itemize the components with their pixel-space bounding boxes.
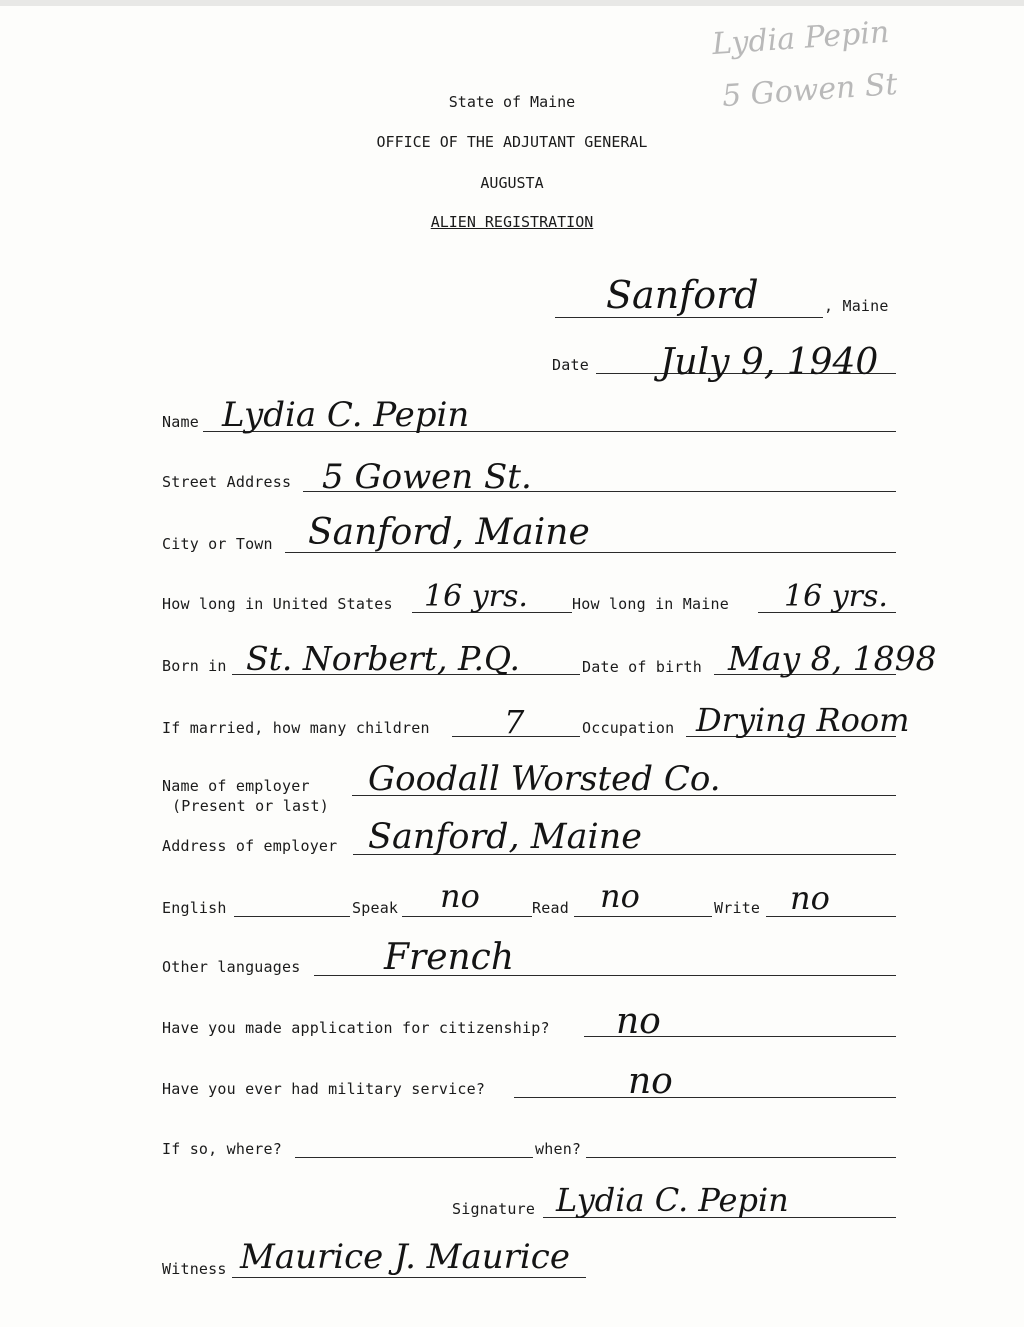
write-line xyxy=(766,916,896,917)
citizenship-value: no xyxy=(616,1001,661,1042)
header-state: State of Maine xyxy=(448,93,576,111)
place-value: Sanford xyxy=(606,273,759,317)
maine-years-value: 16 yrs. xyxy=(784,579,888,614)
birth-date-label: Date of birth xyxy=(582,658,702,676)
employer-address-value: Sanford, Maine xyxy=(368,817,642,857)
corner-pencil-note-name: Lydia Pepin xyxy=(710,14,891,63)
us-years-label: How long in United States xyxy=(162,595,393,613)
form-title: ALIEN REGISTRATION xyxy=(430,213,594,231)
date-label: Date xyxy=(552,356,589,374)
born-in-value: St. Norbert, P.Q. xyxy=(246,639,520,678)
name-value: Lydia C. Pepin xyxy=(222,395,470,435)
speak-label: Speak xyxy=(352,899,399,917)
maine-years-label: How long in Maine xyxy=(572,595,729,613)
military-value: no xyxy=(628,1061,673,1102)
read-label: Read xyxy=(532,899,569,917)
witness-label: Witness xyxy=(162,1260,227,1278)
birth-date-value: May 8, 1898 xyxy=(728,639,937,678)
english-line xyxy=(234,916,350,917)
write-value: no xyxy=(790,879,830,917)
when-label: when? xyxy=(535,1140,582,1158)
signature-label: Signature xyxy=(452,1200,536,1218)
place-line xyxy=(555,317,823,318)
read-value: no xyxy=(600,877,640,915)
if-so-where-label: If so, where? xyxy=(162,1140,282,1158)
employer-label: Name of employer xyxy=(162,777,310,795)
employer-sublabel: (Present or last) xyxy=(172,797,329,815)
name-label: Name xyxy=(162,413,199,431)
scan-edge xyxy=(0,0,1024,6)
military-label: Have you ever had military service? xyxy=(162,1080,486,1098)
header-city: AUGUSTA xyxy=(480,174,544,192)
english-label: English xyxy=(162,899,227,917)
speak-value: no xyxy=(440,877,480,915)
signature-value: Lydia C. Pepin xyxy=(556,1181,789,1219)
children-value: 7 xyxy=(504,703,525,741)
witness-line xyxy=(232,1277,586,1278)
place-suffix: , Maine xyxy=(824,297,889,315)
us-years-value: 16 yrs. xyxy=(424,579,528,614)
write-label: Write xyxy=(714,899,761,917)
read-line xyxy=(574,916,712,917)
employer-address-label: Address of employer xyxy=(162,837,338,855)
witness-value: Maurice J. Maurice xyxy=(240,1237,570,1277)
street-value: 5 Gowen St. xyxy=(322,457,532,497)
when-line xyxy=(586,1157,896,1158)
speak-line xyxy=(402,916,532,917)
other-languages-label: Other languages xyxy=(162,958,301,976)
occupation-label: Occupation xyxy=(582,719,675,737)
born-in-label: Born in xyxy=(162,657,227,675)
occupation-value: Drying Room xyxy=(696,701,910,739)
employer-value: Goodall Worsted Co. xyxy=(368,759,721,799)
date-value: July 9, 1940 xyxy=(660,342,879,383)
citizenship-label: Have you made application for citizenship? xyxy=(162,1019,550,1037)
city-label: City or Town xyxy=(162,535,273,553)
header-office: OFFICE OF THE ADJUTANT GENERAL xyxy=(376,133,648,151)
city-value: Sanford, Maine xyxy=(308,512,590,553)
children-label: If married, how many children xyxy=(162,719,430,737)
military-line xyxy=(514,1097,896,1098)
street-label: Street Address xyxy=(162,473,292,491)
other-languages-value: French xyxy=(384,937,515,978)
if-so-where-line xyxy=(295,1157,533,1158)
corner-pencil-note-address: 5 Gowen St xyxy=(720,66,899,115)
